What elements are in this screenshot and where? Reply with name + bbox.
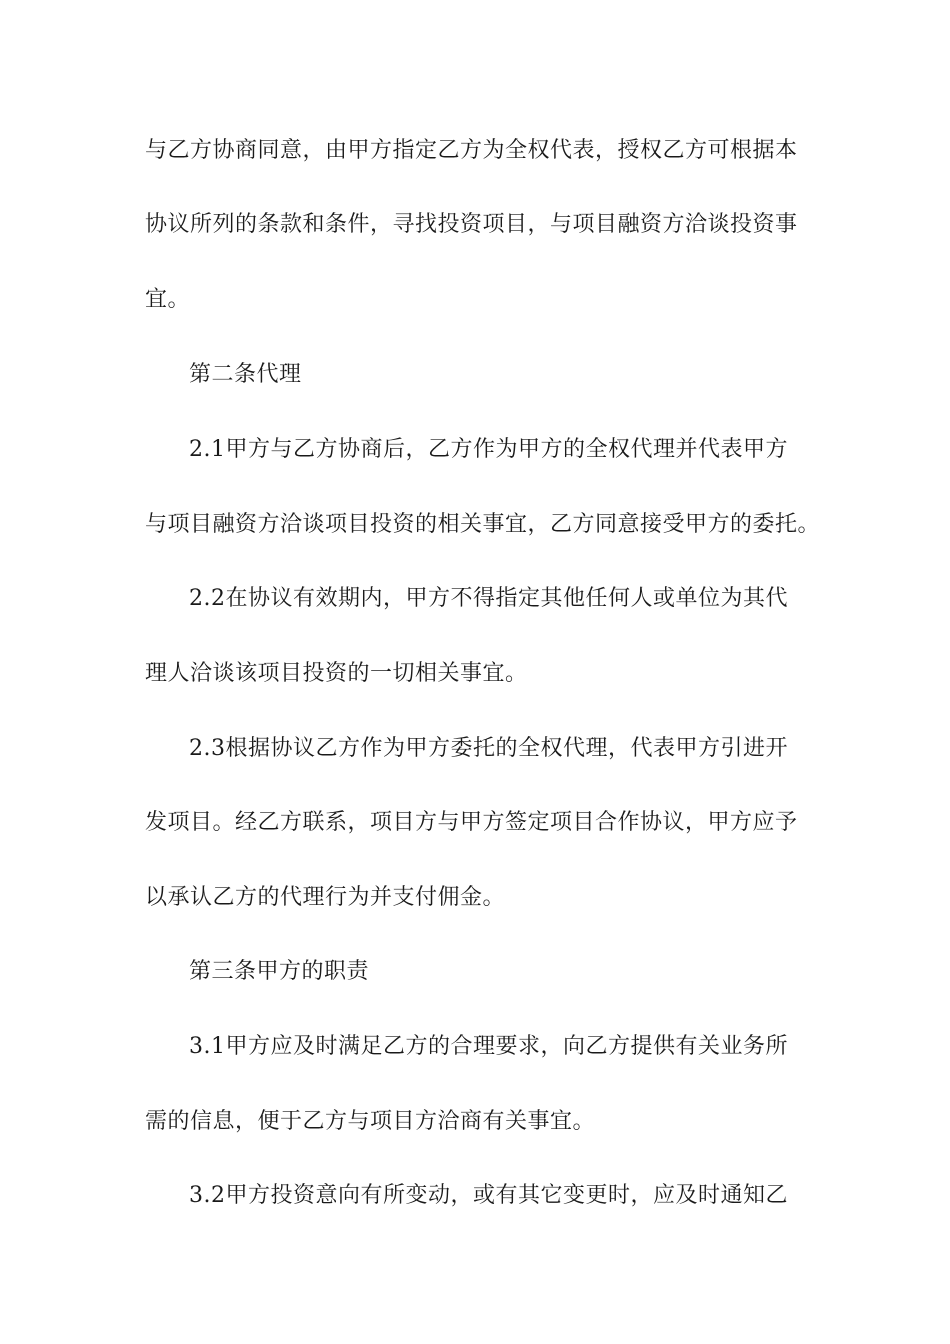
- clause-2-3-line-3: 以承认乙方的代理行为并支付佣金。: [145, 885, 506, 910]
- clause-2-1-line-2: 与项目融资方洽谈项目投资的相关事宜，乙方同意接受甲方的委托。: [145, 512, 821, 537]
- clause-2-3-line-1: 2.3根据协议乙方作为甲方委托的全权代理，代表甲方引进开: [189, 736, 788, 761]
- section-heading-article-3: 第三条甲方的职责: [189, 959, 370, 984]
- clause-2-2-line-2: 理人洽谈该项目投资的一切相关事宜。: [145, 661, 528, 686]
- clause-2-2-line-1: 2.2在协议有效期内，甲方不得指定其他任何人或单位为其代: [189, 586, 788, 611]
- paragraph-line-1: 与乙方协商同意，由甲方指定乙方为全权代表，授权乙方可根据本: [145, 138, 798, 163]
- section-heading-article-2: 第二条代理: [189, 362, 302, 387]
- clause-3-2-line-1: 3.2甲方投资意向有所变动，或有其它变更时，应及时通知乙: [189, 1183, 788, 1208]
- clause-3-1-line-1: 3.1甲方应及时满足乙方的合理要求，向乙方提供有关业务所: [189, 1034, 788, 1059]
- clause-2-1-line-1: 2.1甲方与乙方协商后，乙方作为甲方的全权代理并代表甲方: [189, 437, 788, 462]
- clause-2-3-line-2: 发项目。经乙方联系，项目方与甲方签定项目合作协议，甲方应予: [145, 810, 798, 835]
- paragraph-line-3: 宜。: [145, 287, 191, 312]
- clause-3-1-line-2: 需的信息，便于乙方与项目方洽商有关事宜。: [145, 1109, 596, 1134]
- paragraph-line-2: 协议所列的条款和条件，寻找投资项目，与项目融资方洽谈投资事: [145, 212, 798, 237]
